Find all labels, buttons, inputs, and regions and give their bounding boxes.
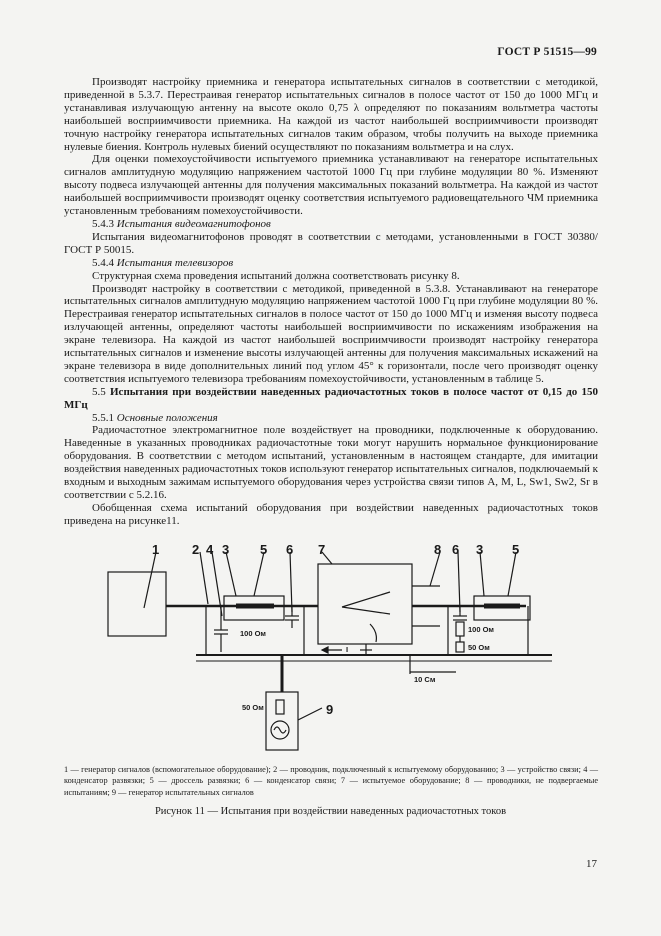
page-number: 17 — [586, 858, 597, 870]
paragraph: Производят настройку в соответствии с методикой, приведенной в 5.3.8. Устанавливают на генераторе испытательных сигналов амплитудную модуляцию напряжением частотой 1000 Гц при глубине модуляции 80 %. Перестраивая генератор испытательных сигналов в полосе частот от 150 до 1000 МГц и изменяя высоту подвеса излучающей антенны, определяют частоты наибольшей восприимчивости по искажениям изображения на экране телевизора. На каждой из частот наибольшей восприимчивости производят настройку генератора испытательных сигналов и изменение высоты излучающей антенны для получения максимальных искажений на экране телевизора в виде дополнительных линий под углом 45° к горизонтали, после чего производят оценку соответствия испытуемого телевизора требованиям помехоустойчивости, установленным в таблице 5. — [64, 282, 598, 385]
paragraph: 5.5 Испытания при воздействии наведенных радиочастотных токов в полосе частот от 0,15 до 150 МГц — [64, 385, 598, 411]
figure-11-diagram — [96, 542, 602, 766]
figure-title: Рисунок 11 — Испытания при воздействии наведенных радиочастотных токов — [154, 806, 507, 817]
auxiliary-generator-box — [108, 572, 166, 636]
dim-10cm-label: 10 См — [414, 675, 436, 684]
r100-left-label: 100 Ом — [240, 629, 266, 638]
paragraph: Обобщенная схема испытаний оборудования при воздействии наведенных радиочастотных токов приведена на рисунке11. — [64, 501, 598, 527]
paragraph: Испытания видеомагнитофонов проводят в соответствии с методами, установленными в ГОСТ 30380/ГОСТ Р 50015. — [64, 230, 598, 256]
equipment-under-test-box — [318, 564, 412, 644]
fig-label-5: 5 — [260, 542, 268, 557]
fig-label-9: 9 — [326, 702, 334, 717]
fig-label-6b: 6 — [452, 542, 460, 557]
fig-label-6: 6 — [286, 542, 294, 557]
paragraph: Радиочастотное электромагнитное поле воздействует на проводники, подключенные к оборудованию. Наведенные в указанных проводниках радиочастотные токи могут нарушить нормальное функционирование оборудования. В соответствии с методом испытаний, установленным в настоящем стандарте, для имитации воздействия наведенных радиочастотных токов используют генератор испытательных сигналов, подключаемый к входным и выходным зажимам испытуемого оборудования через устройства связи типов А, М, L, Sw1, Sw2, Sr в соответствии с 5.2.16. — [64, 424, 598, 501]
fig-label-2: 2 — [192, 542, 200, 557]
figure-legend: 1 — генератор сигналов (вспомогательное оборудование); 2 — проводник, подключенный к испытуемому оборудованию; 3 — устройство связи; 4 — конденсатор развязки; 5 — дроссель развязки; 6 — конденсатор связи; 7 — испытуемое оборудование; 8 — проводники, не подвергаемые испытаниям; 9 — генератор испытательных сигналов — [64, 765, 598, 797]
current-label: I — [346, 645, 349, 654]
fig-label-8: 8 — [434, 542, 442, 557]
body-text — [64, 76, 598, 528]
fig-label-4: 4 — [206, 542, 214, 557]
paragraph: Структурная схема проведения испытаний должна соответствовать рисунку 8. — [92, 269, 460, 282]
document-header: ГОСТ Р 51515—99 — [497, 46, 597, 58]
paragraph: 5.4.4 Испытания телевизоров — [92, 256, 234, 269]
r50-right-label: 50 Ом — [468, 643, 490, 652]
paragraph: Производят настройку приемника и генератора испытательных сигналов в соответствии с методикой, приведенной в 5.3.7. Перестраивая генератор испытательных сигналов в полосе частот от 150 до 1000 МГц и устанавливая излучающую антенну на высоте около 0,75 λ определяют по показаниям вольтметра частоты наибольшей восприимчивости приемника. На каждой из частот наибольшей восприимчивости производят точную настройку генератора испытательных сигналов таким образом, чтобы получить на выходе приемника нулевые биения. Контроль нулевых биений осуществляют по показаниям вольтметра и на слух. — [64, 76, 598, 153]
fig-label-3b: 3 — [476, 542, 484, 557]
r100-right-label: 100 Ом — [468, 625, 494, 634]
r50-bottom-label: 50 Ом — [242, 703, 264, 712]
fig-label-7: 7 — [318, 542, 326, 557]
paragraph: 5.4.3 Испытания видеомагнитофонов — [92, 217, 271, 230]
paragraph: Для оценки помехоустойчивости испытуемого приемника устанавливают на генераторе испытательных сигналов амплитудную модуляцию напряжением частотой 1000 Гц при глубине модуляции 80 %. Изменяют высоту подвеса излучающей антенны для получения максимальных показаний вольтметра. На каждой из частот наибольшей восприимчивости производят оценку соответствия испытуемого радиовещательного ЧМ приемника установленным требованиям помехоустойчивости. — [64, 153, 598, 218]
fig-label-1: 1 — [152, 542, 160, 557]
fig-label-5b: 5 — [512, 542, 520, 557]
paragraph: 5.5.1 Основные положения — [92, 411, 218, 424]
fig-label-3: 3 — [222, 542, 230, 557]
